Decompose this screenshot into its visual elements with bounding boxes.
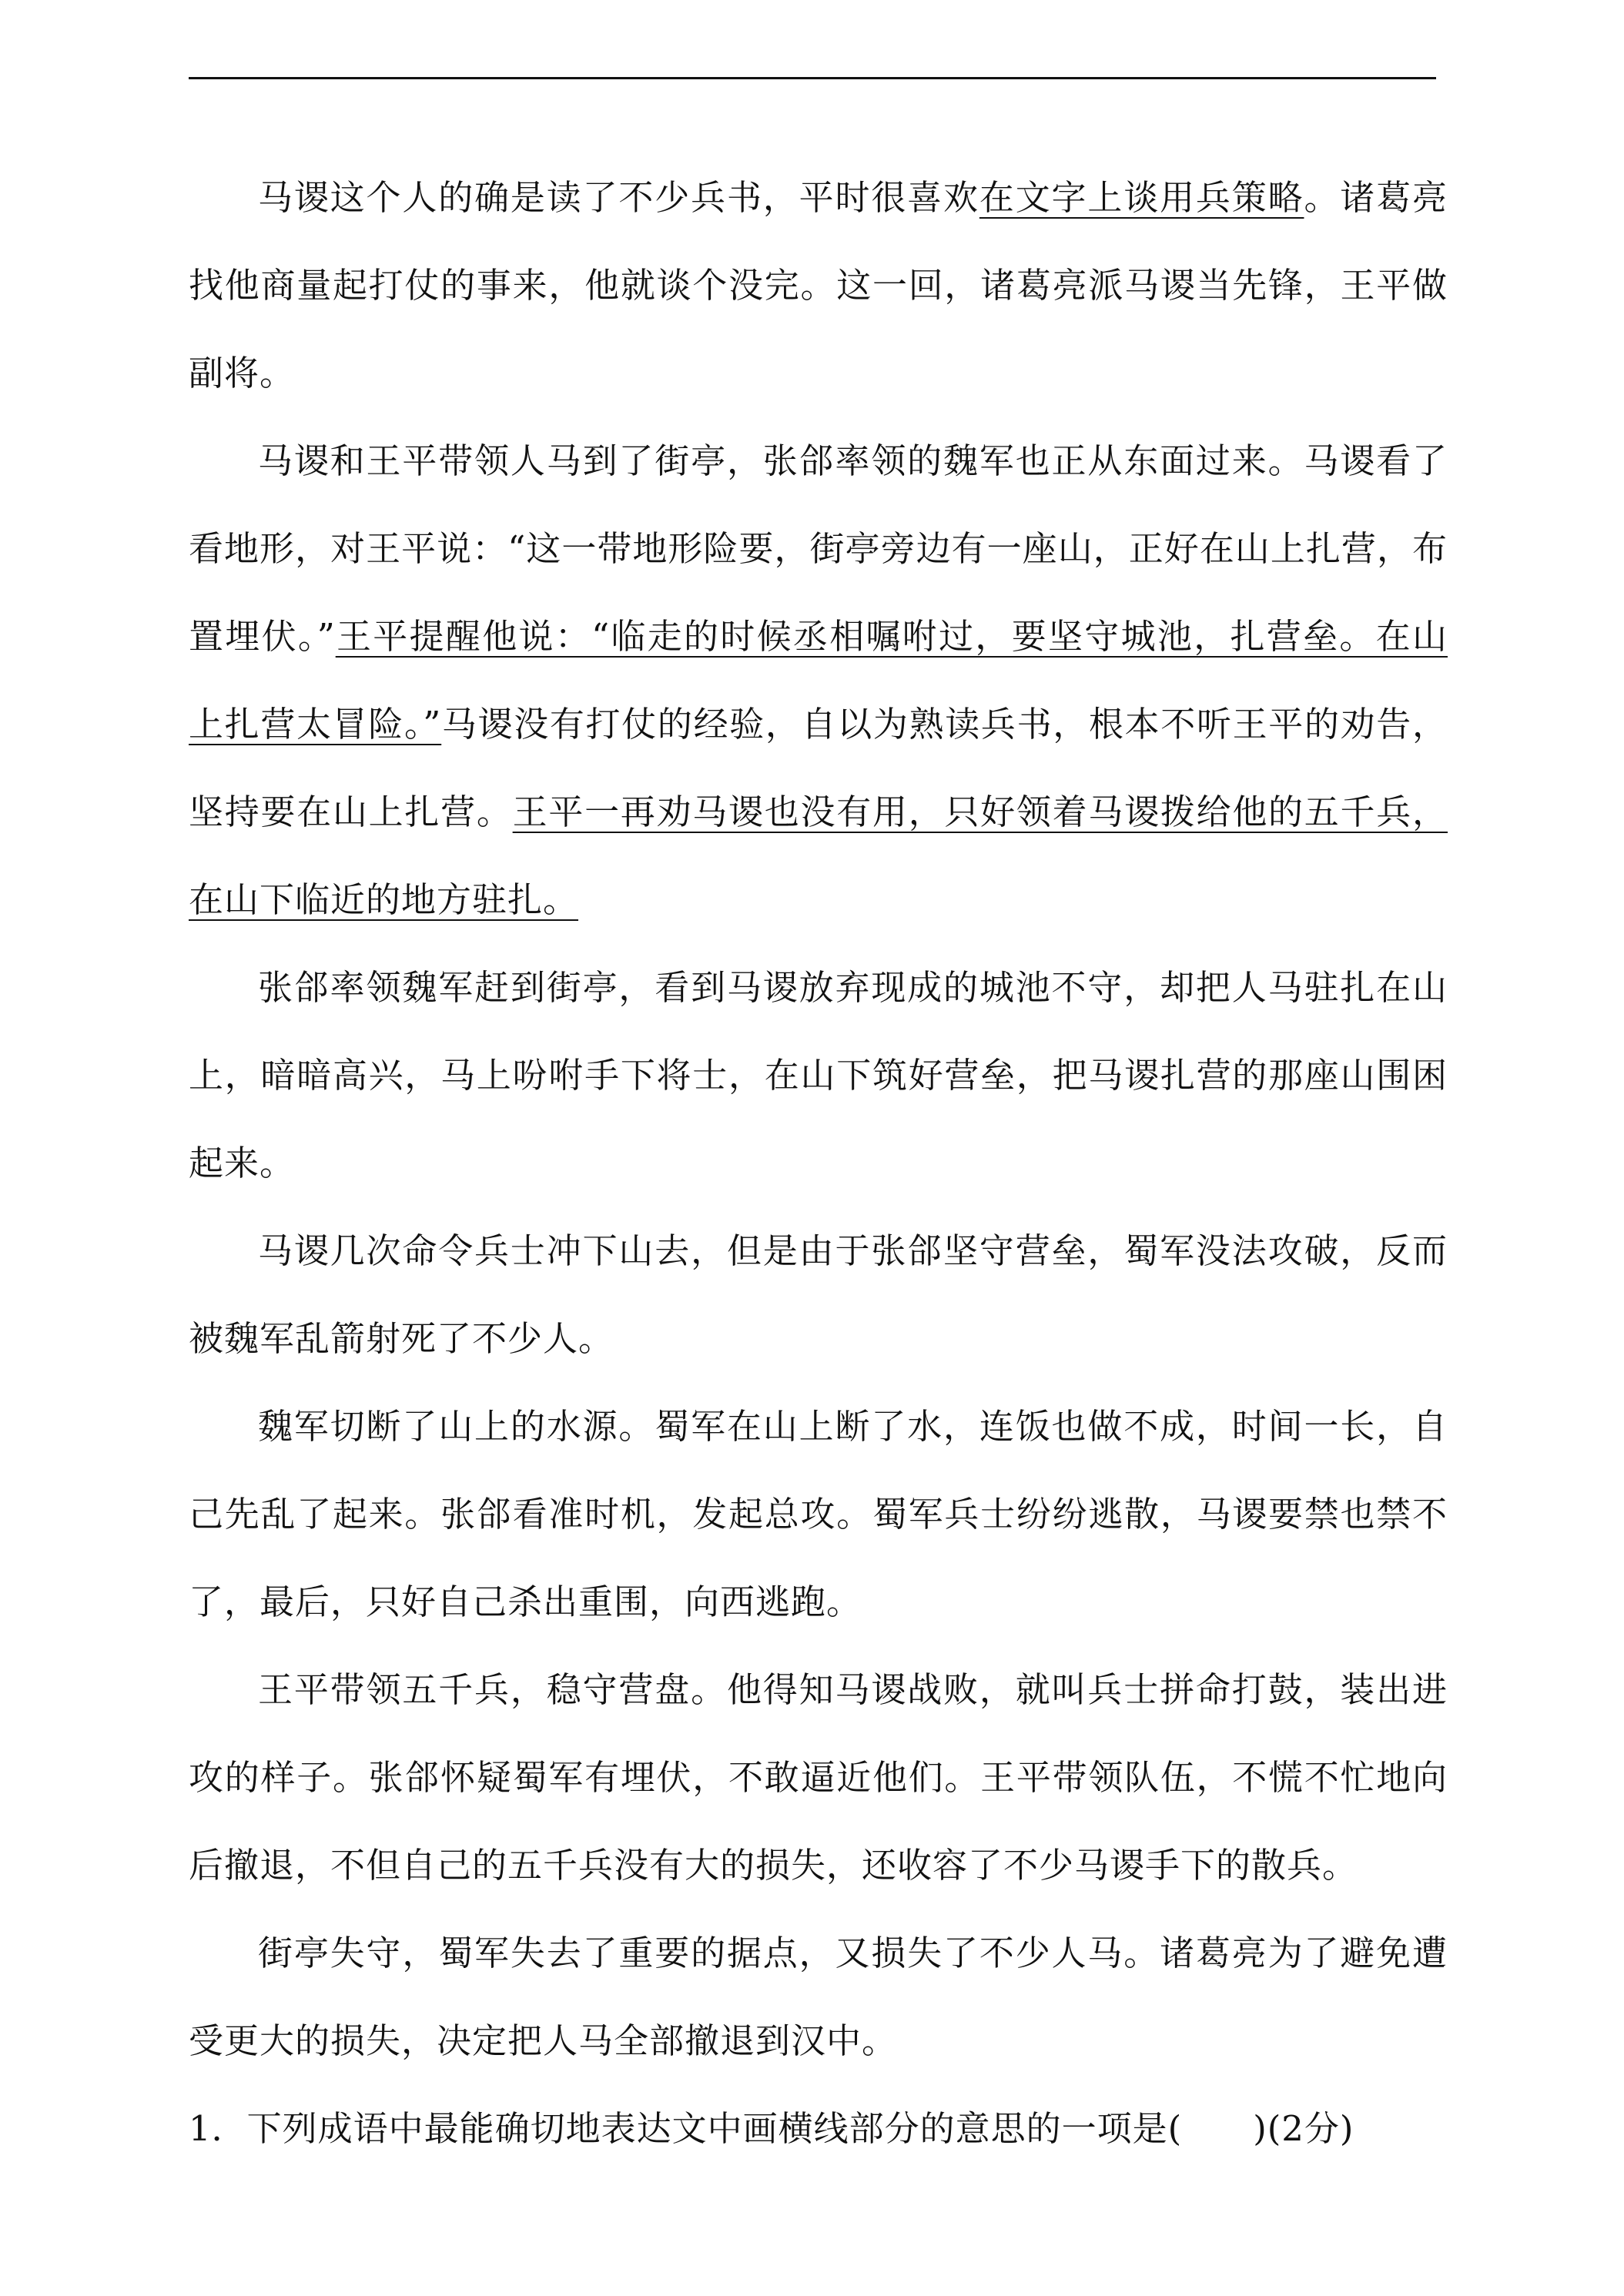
paragraph-5: 魏军切断了山上的水源。蜀军在山上断了水，连饭也做不成，时间一长，自己先乱了起来。张郃看准时机，发起总攻。蜀军兵士纷纷逃散，马谡要禁也禁不了，最后，只好自己杀出重围，向西逃跑。 — [189, 1406, 1448, 1622]
paragraph-2: 马谡和王平带领人马到了街亭，张郃率领的魏军也正从东面过来。马谡看了看地形，对王平说：“这一带地形险要，街亭旁边有一座山，正好在山上扎营，布置埋伏。”王平提醒他说：“临走的时候丞相嘱咐过，要坚守城池，扎营垒。在山上扎营太冒险。”马谡没有打仗的经验，自以为熟读兵书，根本不听王平的劝告，坚持要在山上扎营。王平一再劝马谡也没有用，只好领着马谡拨给他的五千兵，在山下临近的地方驻扎。 — [189, 440, 1448, 920]
paragraph-1: 马谡这个人的确是读了不少兵书，平时很喜欢在文字上谈用兵策略。诸葛亮找他商量起打仗的事来，他就谈个没完。这一回，诸葛亮派马谡当先锋，王平做副将。 — [189, 177, 1448, 393]
paragraph-6: 王平带领五千兵，稳守营盘。他得知马谡战败，就叫兵士拼命打鼓，装出进攻的样子。张郃怀疑蜀军有埋伏，不敢逼近他们。王平带领队伍，不慌不忙地向后撤退，不但自己的五千兵没有大的损失，还收容了不少马谡手下的散兵。 — [189, 1669, 1448, 1886]
paragraph-7: 街亭失守，蜀军失去了重要的据点，又损失了不少人马。诸葛亮为了避免遭受更大的损失，决定把人马全部撤退到汉中。 — [189, 1933, 1448, 2061]
header-rule — [189, 77, 1436, 79]
paragraph-3: 张郃率领魏军赶到街亭，看到马谡放弃现成的城池不守，却把人马驻扎在山上，暗暗高兴，马上吩咐手下将士，在山下筑好营垒，把马谡扎营的那座山围困起来。 — [189, 967, 1448, 1183]
passage — [189, 154, 1448, 2173]
paragraph-4: 马谡几次命令兵士冲下山去，但是由于张郃坚守营垒，蜀军没法攻破，反而被魏军乱箭射死了不少人。 — [189, 1230, 1448, 1359]
question-1: 1．下列成语中最能确切地表达文中画横线部分的意思的一项是( )(2分) — [189, 2108, 1354, 2149]
underlined-phrase-1: 在文字上谈用兵策略 — [979, 177, 1304, 218]
underlined-phrase-2: 王平提醒他说：“临走的时候丞相嘱咐过，要坚守城池，扎营垒。在山上扎营太冒险。” — [189, 616, 1448, 745]
underlined-phrase-3: 王平一再劝马谡也没有用，只好领着马谡拨给他的五千兵，在山下临近的地方驻扎。 — [189, 792, 1448, 920]
